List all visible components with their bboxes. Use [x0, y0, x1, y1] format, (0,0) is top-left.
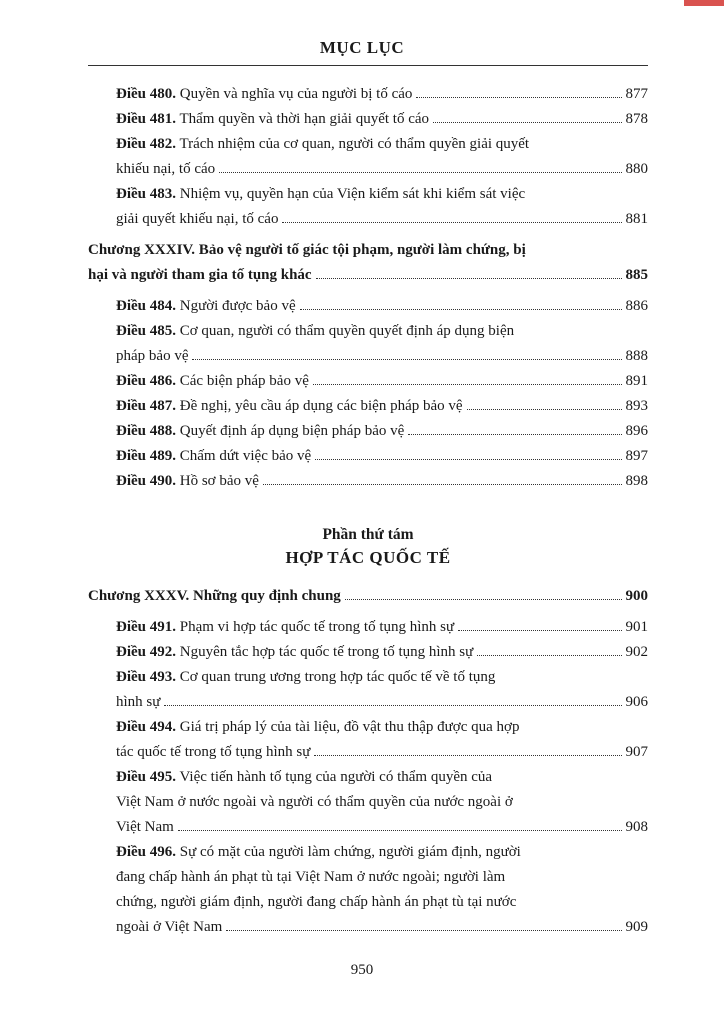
part-name: HỢP TÁC QUỐC TẾ — [285, 548, 451, 567]
toc-entry-480[interactable]: Điều 480. Quyền và nghĩa vụ của người bị tố cáo 877 — [116, 86, 648, 102]
toc-chapter-34[interactable]: Chương XXXIV. Bảo vệ người tố giác tội phạm, người làm chứng, bị hại và người tham gia tố tụng khác 885 — [88, 242, 648, 283]
toc-entry-486[interactable]: Điều 486. Các biện pháp bảo vệ 891 — [116, 373, 648, 389]
toc-entry-495[interactable]: Điều 495. Việc tiến hành tố tụng của người có thẩm quyền của Việt Nam ở nước ngoài và người có thẩm quyền của nước ngoài ở Việt Nam 908 — [116, 769, 648, 835]
toc-entry-491[interactable]: Điều 491. Phạm vi hợp tác quốc tế trong tố tụng hình sự 901 — [116, 619, 648, 635]
toc-entry-488[interactable]: Điều 488. Quyết định áp dụng biện pháp bảo vệ 896 — [116, 423, 648, 439]
toc-entry-487[interactable]: Điều 487. Đề nghị, yêu cầu áp dụng các biện pháp bảo vệ 893 — [116, 398, 648, 414]
toc-entry-496[interactable]: Điều 496. Sự có mặt của người làm chứng, người giám định, người đang chấp hành án phạt tù tại Việt Nam ở nước ngoài; người làm chứng, người giám định, người đang chấp hành án phạt tù tại nước ngoài ở Việt Nam 909 — [116, 844, 648, 935]
toc-entry-489[interactable]: Điều 489. Chấm dứt việc bảo vệ 897 — [116, 448, 648, 464]
toc-chapter-35[interactable]: Chương XXXV. Những quy định chung 900 — [88, 588, 648, 604]
page-header-title: MỤC LỤC — [319, 38, 405, 57]
page-corner-mark — [684, 0, 724, 6]
toc-entry-482[interactable]: Điều 482. Trách nhiệm của cơ quan, người có thẩm quyền giải quyết khiếu nại, tố cáo 880 — [116, 136, 648, 177]
toc-entry-494[interactable]: Điều 494. Giá trị pháp lý của tài liệu, đồ vật thu thập được qua hợp tác quốc tế trong tố tụng hình sự 907 — [116, 719, 648, 760]
toc-entry-484[interactable]: Điều 484. Người được bảo vệ 886 — [116, 298, 648, 314]
toc-entry-492[interactable]: Điều 492. Nguyên tắc hợp tác quốc tế trong tố tụng hình sự 902 — [116, 644, 648, 660]
toc-entry-481[interactable]: Điều 481. Thẩm quyền và thời hạn giải quyết tố cáo 878 — [116, 111, 648, 127]
part-title: Phần thứ tám — [322, 526, 414, 543]
toc-content — [88, 82, 648, 940]
page-number: 950 — [350, 962, 374, 978]
toc-entry-490[interactable]: Điều 490. Hồ sơ bảo vệ 898 — [116, 473, 648, 489]
header-rule — [88, 65, 648, 66]
toc-entry-483[interactable]: Điều 483. Nhiệm vụ, quyền hạn của Viện kiểm sát khi kiểm sát việc giải quyết khiếu nại, tố cáo 881 — [116, 186, 648, 227]
toc-entry-485[interactable]: Điều 485. Cơ quan, người có thẩm quyền quyết định áp dụng biện pháp bảo vệ 888 — [116, 323, 648, 364]
toc-entry-493[interactable]: Điều 493. Cơ quan trung ương trong hợp tác quốc tế về tố tụng hình sự 906 — [116, 669, 648, 710]
